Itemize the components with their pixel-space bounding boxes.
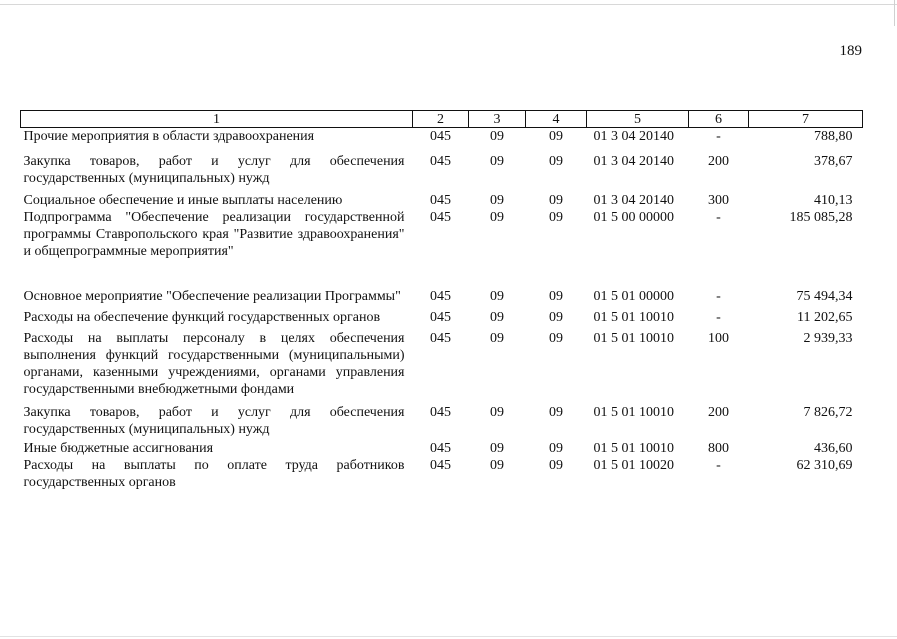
header-col-3: 3 [469, 111, 526, 128]
row-name: Подпрограмма "Обеспечение реализации государственной программы Ставропольского края "Развитие здравоохранения" и общепрограммные мероприятия" [23, 210, 405, 259]
table-row [21, 305, 863, 326]
row-vr: 200 [708, 154, 729, 169]
row-ved: 045 [430, 458, 451, 473]
row-vr: - [716, 458, 721, 473]
header-col-1: 1 [21, 111, 413, 128]
table-row [21, 145, 863, 187]
row-name: Прочие мероприятия в области здравоохранения [23, 129, 315, 144]
row-vr: 300 [708, 193, 729, 208]
row-ved: 045 [430, 289, 451, 304]
row-pr: 09 [549, 310, 563, 325]
row-pr: 09 [549, 405, 563, 420]
row-pr: 09 [549, 129, 563, 144]
row-vr: - [716, 129, 721, 144]
row-ved: 045 [430, 129, 451, 144]
row-ved: 045 [430, 210, 451, 225]
header-col-4: 4 [526, 111, 587, 128]
table-row [21, 128, 863, 146]
row-name: Иные бюджетные ассигнования [23, 441, 214, 456]
row-csr: 01 5 00 00000 [593, 210, 674, 225]
row-ved: 045 [430, 310, 451, 325]
row-vr: - [716, 210, 721, 225]
row-ved: 045 [430, 405, 451, 420]
header-col-5: 5 [587, 111, 689, 128]
row-pr: 09 [549, 210, 563, 225]
header-row [21, 111, 863, 128]
row-rz: 09 [490, 289, 504, 304]
table-row [21, 209, 863, 260]
row-amount: 11 202,65 [797, 310, 853, 325]
row-csr: 01 3 04 20140 [593, 129, 674, 144]
row-rz: 09 [490, 405, 504, 420]
row-amount: 62 310,69 [796, 458, 853, 473]
row-name: Закупка товаров, работ и услуг для обеспечения государственных (муниципальных) нужд [23, 405, 405, 437]
row-name: Расходы на выплаты по оплате труда работников государственных органов [23, 458, 405, 490]
row-csr: 01 3 04 20140 [593, 193, 674, 208]
row-csr: 01 5 01 10010 [593, 441, 674, 456]
row-rz: 09 [490, 129, 504, 144]
row-rz: 09 [490, 210, 504, 225]
table-row [21, 398, 863, 438]
row-csr: 01 3 04 20140 [593, 154, 674, 169]
row-name: Социальное обеспечение и иные выплаты населению [23, 193, 343, 208]
row-vr: - [716, 289, 721, 304]
row-rz: 09 [490, 310, 504, 325]
budget-table [20, 110, 863, 491]
row-pr: 09 [549, 441, 563, 456]
scan-edge-top [0, 4, 897, 5]
row-rz: 09 [490, 441, 504, 456]
header-col-2: 2 [413, 111, 469, 128]
row-amount: 185 085,28 [789, 210, 853, 225]
table-row [21, 457, 863, 491]
row-amount: 436,60 [814, 441, 853, 456]
row-csr: 01 5 01 10010 [593, 310, 674, 325]
row-pr: 09 [549, 154, 563, 169]
table-header [21, 111, 863, 128]
row-rz: 09 [490, 154, 504, 169]
table-row [21, 326, 863, 398]
row-pr: 09 [549, 193, 563, 208]
row-amount: 410,13 [814, 193, 853, 208]
row-csr: 01 5 01 10020 [593, 458, 674, 473]
row-amount: 788,80 [814, 129, 853, 144]
page-number: 189 [839, 43, 862, 59]
row-name: Расходы на обеспечение функций государственных органов [23, 310, 381, 325]
table-row [21, 438, 863, 457]
header-col-7: 7 [749, 111, 863, 128]
row-vr: - [716, 310, 721, 325]
row-pr: 09 [549, 458, 563, 473]
row-vr: 200 [708, 405, 729, 420]
row-csr: 01 5 01 00000 [593, 289, 674, 304]
row-name: Основное мероприятие "Обеспечение реализации Программы" [23, 289, 401, 304]
row-name: Закупка товаров, работ и услуг для обеспечения государственных (муниципальных) нужд [23, 154, 405, 186]
scan-edge-bottom [0, 636, 897, 637]
row-rz: 09 [490, 458, 504, 473]
row-amount: 378,67 [814, 154, 853, 169]
row-csr: 01 5 01 10010 [593, 331, 674, 346]
row-rz: 09 [490, 193, 504, 208]
row-amount: 7 826,72 [803, 405, 853, 420]
row-amount: 75 494,34 [796, 289, 853, 304]
row-amount: 2 939,33 [803, 331, 853, 346]
scan-edge-right [894, 0, 895, 26]
header-col-6: 6 [689, 111, 749, 128]
row-vr: 100 [708, 331, 729, 346]
row-name: Расходы на выплаты персоналу в целях обеспечения выполнения функций государственными (муниципальными) органами, казенными учреждениями, органами управления государственными внебюджетными фондами [23, 331, 405, 397]
row-pr: 09 [549, 289, 563, 304]
row-ved: 045 [430, 154, 451, 169]
table-body [21, 128, 863, 492]
table-row [21, 187, 863, 209]
row-pr: 09 [549, 331, 563, 346]
row-rz: 09 [490, 331, 504, 346]
row-ved: 045 [430, 441, 451, 456]
table-row [21, 260, 863, 305]
row-vr: 800 [708, 441, 729, 456]
row-ved: 045 [430, 331, 451, 346]
row-ved: 045 [430, 193, 451, 208]
row-csr: 01 5 01 10010 [593, 405, 674, 420]
